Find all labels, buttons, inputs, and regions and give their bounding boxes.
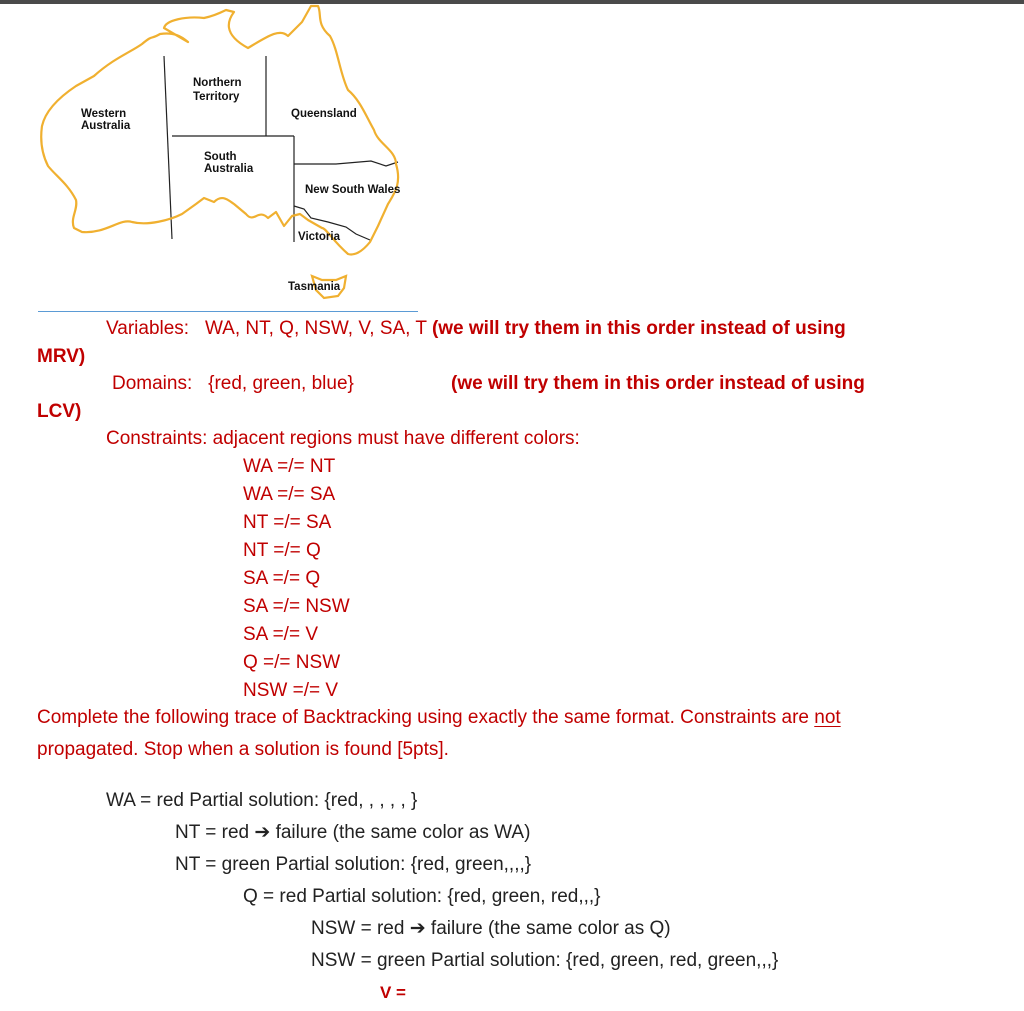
label-sa-2: Australia [204,163,254,175]
domains-line [112,372,354,396]
trace-step-nt-red [175,821,530,845]
label-nt-1: Northern [193,77,242,89]
variables-note: (we will try them in this order instead of using [431,318,846,339]
label-wa-1: Western [81,108,127,120]
trace-step-nsw-green: NSW = green Partial solution: {red, green, red, green,,,} [311,950,779,971]
trace-step-q-red: Q = red Partial solution: {red, green, red,,,} [243,886,601,907]
constraint-item: NSW =/= V [243,680,339,701]
trace-step-nt-green: NT = green Partial solution: {red, green,,,,} [175,854,532,875]
trace-result: failure (the same color as WA) [270,822,531,843]
label-sa-1: South [204,151,237,163]
variables-note-cont: MRV) [37,346,86,367]
australia-map [36,4,426,304]
constraint-item: NT =/= Q [243,540,321,561]
trace-step-v: V = [380,983,406,1002]
trace-step-nsw-red [311,917,671,941]
trace-assign: NSW = red [311,918,410,939]
constraint-item: WA =/= SA [243,484,336,505]
instructions-underlined-not: not [814,707,841,728]
domains-label: Domains: [112,373,193,394]
constraint-item: SA =/= V [243,624,318,645]
separator-line [38,311,418,312]
label-v: Victoria [298,231,340,243]
constraint-item: SA =/= NSW [243,596,350,617]
right-arrow-icon: ➔ [409,918,426,939]
variables-label: Variables: [106,318,190,339]
trace-result: failure (the same color as Q) [425,918,671,939]
constraint-item: WA =/= NT [243,456,336,477]
constraint-item: SA =/= Q [243,568,321,589]
domains-list: {red, green, blue} [208,373,354,394]
label-q: Queensland [291,108,357,120]
label-nsw: New South Wales [305,184,401,196]
constraint-item: NT =/= SA [243,512,332,533]
label-wa-2: Australia [81,120,131,132]
constraint-item: Q =/= NSW [243,652,341,673]
constraints-heading: Constraints: adjacent regions must have different colors: [106,428,580,449]
variables-line [106,317,846,341]
right-arrow-icon: ➔ [254,822,271,843]
label-t: Tasmania [288,281,341,293]
trace-assign: NT = red [175,822,255,843]
instructions-line-2: propagated. Stop when a solution is found [5pts]. [37,739,449,760]
label-nt-2: Territory [193,91,240,103]
trace-step-wa-red: WA = red Partial solution: {red, , , , , } [106,790,418,811]
instructions-text: Complete the following trace of Backtracking using exactly the same format. Constraints are [37,707,815,728]
instructions-line-1 [37,706,841,730]
domains-note-cont: LCV) [37,401,82,422]
domains-note: (we will try them in this order instead of using [451,373,865,394]
variables-list: WA, NT, Q, NSW, V, SA, T [204,318,427,339]
